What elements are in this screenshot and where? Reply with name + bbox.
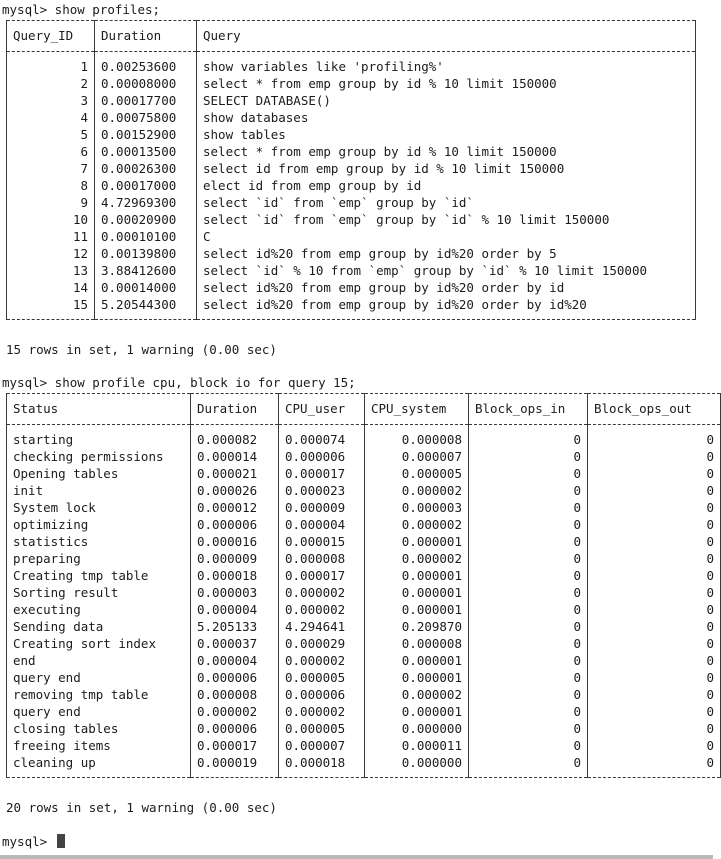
profiles-row-cell: 3 <box>7 92 95 109</box>
profile-row-cell: 0.000082 <box>191 425 279 449</box>
profile-row-cell: 0.000002 <box>279 584 365 601</box>
profile-header-row <box>7 394 721 425</box>
profile-row-cell: 0 <box>469 754 588 778</box>
profile-row-cell: 0 <box>469 584 588 601</box>
profile-row-cell: 0.000005 <box>279 669 365 686</box>
profile-row-cell: end <box>7 652 191 669</box>
profiles-row-cell: 9 <box>7 194 95 211</box>
profiles-row-cell: 0.00017700 <box>95 92 197 109</box>
profile-row <box>7 499 721 516</box>
profile-row-cell: 0.000003 <box>191 584 279 601</box>
profile-row-cell: 0.000004 <box>191 652 279 669</box>
profile-row-cell: 0 <box>588 448 721 465</box>
profile-row-cell: 0.000011 <box>365 737 469 754</box>
profile-row-cell: 0.000006 <box>191 516 279 533</box>
profile-row-cell: 0 <box>588 550 721 567</box>
profile-row-cell: 0.000001 <box>365 567 469 584</box>
profiles-row <box>7 52 696 76</box>
profiles-row <box>7 177 696 194</box>
profile-row <box>7 516 721 533</box>
profile-row-cell: 0.000018 <box>191 567 279 584</box>
profile-row-cell: 0.000009 <box>279 499 365 516</box>
profile-row-cell: query end <box>7 669 191 686</box>
profiles-row-cell: 0.00075800 <box>95 109 197 126</box>
profile-row <box>7 652 721 669</box>
profile-row-cell: 0 <box>469 669 588 686</box>
profile-row-cell: 0.000008 <box>279 550 365 567</box>
profiles-header-row <box>7 21 696 52</box>
profiles-row <box>7 194 696 211</box>
profile-row-cell: 0.000023 <box>279 482 365 499</box>
profile-row-cell: 0.000008 <box>365 635 469 652</box>
profile-row-cell: 0 <box>588 618 721 635</box>
profile-row-cell: 0.000005 <box>279 720 365 737</box>
profile-row-cell: 0.000017 <box>279 567 365 584</box>
profiles-row <box>7 126 696 143</box>
profile-row-cell: 0.000002 <box>365 482 469 499</box>
profile-row-cell: 0 <box>588 465 721 482</box>
window-bottom-edge <box>0 855 713 859</box>
profile-row-cell: 0 <box>588 425 721 449</box>
profile-row-cell: 0.000008 <box>191 686 279 703</box>
profile-row-cell: 0 <box>588 567 721 584</box>
profiles-row-cell: 8 <box>7 177 95 194</box>
profile-row-cell: 0.000001 <box>365 669 469 686</box>
profiles-row-cell: 0.00014000 <box>95 279 197 296</box>
profile-row-cell: 0.000008 <box>365 425 469 449</box>
profile-row-cell: 0 <box>469 601 588 618</box>
profiles-row-cell: 0.00008000 <box>95 75 197 92</box>
profile-row <box>7 425 721 449</box>
profile-row-cell: 0.000004 <box>279 516 365 533</box>
profiles-row-cell: show variables like 'profiling%' <box>197 52 696 76</box>
profile-row-cell: 0.000000 <box>365 720 469 737</box>
profile-row-cell: 0.000021 <box>191 465 279 482</box>
profiles-row-cell: 5.20544300 <box>95 296 197 320</box>
profile-table <box>6 393 721 778</box>
profiles-row-cell: select `id` from `emp` group by `id` % 10 limit 150000 <box>197 211 696 228</box>
profile-row-cell: 0.000002 <box>365 550 469 567</box>
profile-row <box>7 686 721 703</box>
profile-row-cell: 0 <box>469 465 588 482</box>
profiles-row-cell: select id%20 from emp group by id%20 order by id%20 <box>197 296 696 320</box>
profiles-row-cell: 13 <box>7 262 95 279</box>
profile-row <box>7 618 721 635</box>
profile-row-cell: 0 <box>588 737 721 754</box>
profile-row-cell: Creating tmp table <box>7 567 191 584</box>
profile-row <box>7 601 721 618</box>
profiles-row-cell: show tables <box>197 126 696 143</box>
profiles-row <box>7 109 696 126</box>
profile-row-cell: 5.205133 <box>191 618 279 635</box>
profile-row-cell: 0 <box>469 567 588 584</box>
profiles-table <box>6 20 696 320</box>
profile-header-status: Status <box>7 394 191 425</box>
profiles-row-cell: select id from emp group by id % 10 limit 150000 <box>197 160 696 177</box>
profiles-row-cell: select id%20 from emp group by id%20 order by 5 <box>197 245 696 262</box>
profile-row-cell: 0 <box>469 720 588 737</box>
profile-row-cell: 0 <box>469 499 588 516</box>
profiles-row <box>7 160 696 177</box>
profile-row-cell: 0.000015 <box>279 533 365 550</box>
profile-row-cell: 0 <box>469 516 588 533</box>
profiles-row-cell: 0.00253600 <box>95 52 197 76</box>
profile-row-cell: Creating sort index <box>7 635 191 652</box>
profile-row-cell: 0 <box>588 635 721 652</box>
profiles-row-cell: 0.00026300 <box>95 160 197 177</box>
profile-row-cell: 0.000006 <box>191 669 279 686</box>
profile-row-cell: 0.000002 <box>191 703 279 720</box>
profile-row-cell: 0 <box>469 686 588 703</box>
profile-row <box>7 567 721 584</box>
profile-row-cell: 0 <box>469 618 588 635</box>
profiles-row-cell: C <box>197 228 696 245</box>
prompt-label: mysql> <box>2 834 55 849</box>
profile-row-cell: 0 <box>469 550 588 567</box>
profile-row <box>7 465 721 482</box>
profile-row-cell: 0 <box>588 601 721 618</box>
profile-body <box>7 425 721 778</box>
profiles-row <box>7 211 696 228</box>
profiles-row <box>7 296 696 320</box>
profiles-row-cell: 7 <box>7 160 95 177</box>
profile-row-cell: 0 <box>469 425 588 449</box>
profile-row-cell: 0.000000 <box>365 754 469 778</box>
profile-row-cell: 0.000001 <box>365 703 469 720</box>
profile-row-cell: freeing items <box>7 737 191 754</box>
profile-row-cell: 0.000037 <box>191 635 279 652</box>
profiles-row <box>7 92 696 109</box>
profiles-header-query: Query <box>197 21 696 52</box>
profile-row-cell: 0.000017 <box>279 465 365 482</box>
profile-header-block-ops-in: Block_ops_in <box>469 394 588 425</box>
profiles-row <box>7 245 696 262</box>
prompt-show-profiles: mysql> show profiles; <box>2 2 161 17</box>
profile-row-cell: 0.000001 <box>365 584 469 601</box>
profile-row-cell: 0.000006 <box>191 720 279 737</box>
profile-row-cell: 0 <box>588 703 721 720</box>
prompt-input-line[interactable] <box>2 834 65 849</box>
profile-row-cell: 0 <box>588 669 721 686</box>
profile-row-cell: 0.000017 <box>191 737 279 754</box>
profile-row-cell: 0.000026 <box>191 482 279 499</box>
profile-row-cell: 0.000003 <box>365 499 469 516</box>
profile-row-cell: 0.000002 <box>365 686 469 703</box>
profiles-row-cell: 5 <box>7 126 95 143</box>
profiles-row <box>7 143 696 160</box>
profile-row <box>7 754 721 778</box>
profiles-row-cell: 1 <box>7 52 95 76</box>
profile-row-cell: 0 <box>588 584 721 601</box>
profile-row-cell: 0.000002 <box>279 652 365 669</box>
profile-row <box>7 720 721 737</box>
profiles-row <box>7 228 696 245</box>
profile-row <box>7 550 721 567</box>
profile-row-cell: 0 <box>588 754 721 778</box>
profile-row-cell: statistics <box>7 533 191 550</box>
profile-row-cell: removing tmp table <box>7 686 191 703</box>
profile-row-cell: 0 <box>469 482 588 499</box>
profiles-header-duration: Duration <box>95 21 197 52</box>
profile-row <box>7 669 721 686</box>
profiles-row <box>7 279 696 296</box>
profile-row-cell: System lock <box>7 499 191 516</box>
profiles-row-cell: 4 <box>7 109 95 126</box>
profiles-row-cell: 0.00020900 <box>95 211 197 228</box>
profiles-row-cell: 0.00010100 <box>95 228 197 245</box>
profile-row-cell: optimizing <box>7 516 191 533</box>
profiles-row-cell: select * from emp group by id % 10 limit 150000 <box>197 143 696 160</box>
profile-row-cell: 0.000012 <box>191 499 279 516</box>
profile-result-summary: 20 rows in set, 1 warning (0.00 sec) <box>6 800 277 815</box>
profiles-row-cell: select id%20 from emp group by id%20 order by id <box>197 279 696 296</box>
profile-row-cell: 0 <box>588 686 721 703</box>
profiles-row-cell: 15 <box>7 296 95 320</box>
profile-header-cpu-system: CPU_system <box>365 394 469 425</box>
profile-row-cell: 0.000001 <box>365 652 469 669</box>
profile-row-cell: 0.000002 <box>279 601 365 618</box>
profile-header-block-ops-out: Block_ops_out <box>588 394 721 425</box>
profile-row-cell: 4.294641 <box>279 618 365 635</box>
profiles-row <box>7 262 696 279</box>
profile-row-cell: executing <box>7 601 191 618</box>
profile-row-cell: 0 <box>469 652 588 669</box>
profiles-row-cell: 2 <box>7 75 95 92</box>
profiles-body <box>7 52 696 320</box>
profile-row-cell: init <box>7 482 191 499</box>
profile-row-cell: 0.000018 <box>279 754 365 778</box>
profile-row-cell: 0 <box>588 482 721 499</box>
profile-row-cell: Sending data <box>7 618 191 635</box>
profiles-row-cell: elect id from emp group by id <box>197 177 696 194</box>
profile-row-cell: 0.209870 <box>365 618 469 635</box>
profile-header-cpu-user: CPU_user <box>279 394 365 425</box>
profiles-row-cell: 0.00013500 <box>95 143 197 160</box>
profiles-row-cell: 0.00152900 <box>95 126 197 143</box>
profiles-row-cell: 10 <box>7 211 95 228</box>
profile-row-cell: Sorting result <box>7 584 191 601</box>
profiles-row-cell: select `id` from `emp` group by `id` <box>197 194 696 211</box>
profiles-row-cell: 11 <box>7 228 95 245</box>
profiles-row-cell: 3.88412600 <box>95 262 197 279</box>
profile-row <box>7 482 721 499</box>
profile-row-cell: 0.000006 <box>279 686 365 703</box>
profiles-row-cell: 0.00017000 <box>95 177 197 194</box>
profiles-row-cell: SELECT DATABASE() <box>197 92 696 109</box>
profile-row-cell: query end <box>7 703 191 720</box>
prompt-show-profile: mysql> show profile cpu, block io for query 15; <box>2 375 356 390</box>
profile-row-cell: 0 <box>469 703 588 720</box>
profile-row-cell: 0.000001 <box>365 601 469 618</box>
profile-row-cell: cleaning up <box>7 754 191 778</box>
profile-row <box>7 703 721 720</box>
profiles-row-cell: 6 <box>7 143 95 160</box>
profiles-row-cell: 0.00139800 <box>95 245 197 262</box>
profile-header-duration: Duration <box>191 394 279 425</box>
profile-row-cell: starting <box>7 425 191 449</box>
profile-row-cell: 0 <box>588 533 721 550</box>
profile-row-cell: 0 <box>588 499 721 516</box>
profile-row-cell: 0.000004 <box>191 601 279 618</box>
profile-row-cell: 0 <box>588 516 721 533</box>
profile-row-cell: checking permissions <box>7 448 191 465</box>
profile-row-cell: 0.000014 <box>191 448 279 465</box>
profile-row-cell: closing tables <box>7 720 191 737</box>
profile-row-cell: Opening tables <box>7 465 191 482</box>
profile-row-cell: 0 <box>588 652 721 669</box>
profile-row <box>7 448 721 465</box>
profiles-row-cell: select `id` % 10 from `emp` group by `id` % 10 limit 150000 <box>197 262 696 279</box>
profiles-header-query-id: Query_ID <box>7 21 95 52</box>
profiles-row <box>7 75 696 92</box>
profiles-row-cell: select * from emp group by id % 10 limit 150000 <box>197 75 696 92</box>
profile-row-cell: 0.000029 <box>279 635 365 652</box>
profile-row-cell: 0 <box>469 448 588 465</box>
profile-row <box>7 584 721 601</box>
profile-row-cell: 0.000009 <box>191 550 279 567</box>
profile-row-cell: 0.000007 <box>365 448 469 465</box>
profile-row-cell: 0 <box>588 720 721 737</box>
profile-row <box>7 635 721 652</box>
profile-row-cell: 0.000002 <box>365 516 469 533</box>
profile-row <box>7 533 721 550</box>
profile-row-cell: 0.000005 <box>365 465 469 482</box>
text-cursor <box>57 834 65 848</box>
profiles-row-cell: 14 <box>7 279 95 296</box>
profile-row-cell: 0.000074 <box>279 425 365 449</box>
profile-row-cell: preparing <box>7 550 191 567</box>
profile-row <box>7 737 721 754</box>
profiles-result-summary: 15 rows in set, 1 warning (0.00 sec) <box>6 342 277 357</box>
profile-row-cell: 0 <box>469 635 588 652</box>
profiles-row-cell: show databases <box>197 109 696 126</box>
profile-row-cell: 0.000006 <box>279 448 365 465</box>
profiles-row-cell: 12 <box>7 245 95 262</box>
profile-row-cell: 0 <box>469 737 588 754</box>
profile-row-cell: 0.000019 <box>191 754 279 778</box>
profile-row-cell: 0.000001 <box>365 533 469 550</box>
profile-row-cell: 0.000007 <box>279 737 365 754</box>
profile-row-cell: 0.000002 <box>279 703 365 720</box>
profile-row-cell: 0 <box>469 533 588 550</box>
profile-row-cell: 0.000016 <box>191 533 279 550</box>
profiles-row-cell: 4.72969300 <box>95 194 197 211</box>
